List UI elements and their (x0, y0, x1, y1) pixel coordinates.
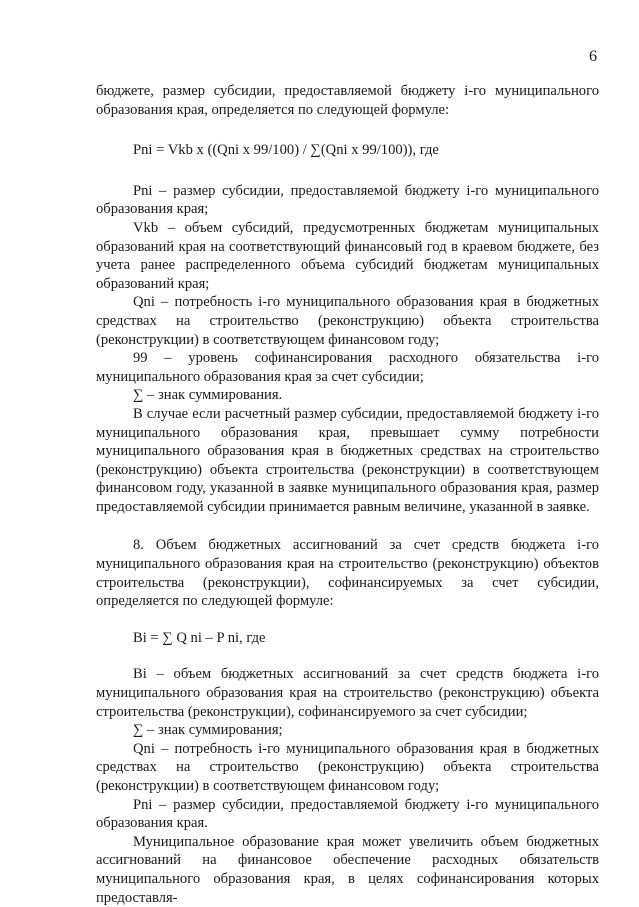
paragraph-intro: бюджете, размер субсидии, предоставляемой бюджету i-го муниципального образования края, определяется по следующей формуле: (96, 83, 599, 118)
definition-qni-2: Qni – потребность i-го муниципального образования края в бюджетных средствах на строительство (реконструкцию) объекта строительства (реконструкции) в соответствующем финансовом году; (96, 740, 599, 794)
page-number: 6 (589, 48, 597, 65)
section-8-heading: 8. Объем бюджетных ассигнований за счет средств бюджета i-го муниципального образования края на строительство (реконструкцию) объектов строительства (реконструкции), софинансируемых за счет субсидии, определяется по следующей формуле: (96, 537, 599, 610)
definition-sum: ∑ – знак суммирования. (133, 387, 283, 404)
paragraph-excess-case: В случае если расчетный размер субсидии, предоставляемой бюджету i-го муниципального образования края, превышает сумму потребности муниципального образования края в бюджетных средствах на строительство (реконструкцию) объекта строительства (реконструкции) в соответствующем финансовом году, указанной в заявке муниципального образования края, размер предоставляемой субсидии принимается равным величине, указанной в заявке. (96, 405, 599, 515)
formula-subsidy: Pni = Vkb x ((Qni x 99/100) / ∑(Qni x 99/100)), где (133, 142, 439, 159)
document-body (96, 82, 599, 907)
definition-sum-2: ∑ – знак суммирования; (133, 722, 283, 739)
definition-vkb: Vkb – объем субсидий, предусмотренных бюджетам муниципальных образований края на соответствующий финансовый год в краевом бюджете, без учета ранее распределенного объема субсидий бюджетам муниципальных образований края; (96, 219, 599, 292)
definition-pni-2: Pni – размер субсидии, предоставляемой бюджету i-го муниципального образования края. (96, 796, 599, 832)
definition-99: 99 – уровень софинансирования расходного обязательства i-го муниципального образования края за счет субсидии; (96, 350, 599, 385)
paragraph-increase: Муниципальное образование края может увеличить объем бюджетных ассигнований на финансовое обеспечение расходных обязательств муниципального образования края, в целях софинансирования которых предоставля- (96, 833, 599, 906)
formula-appropriations: Bi = ∑ Q ni – P ni, где (133, 629, 266, 646)
definition-qni: Qni – потребность i-го муниципального образования края в бюджетных средствах на строительство (реконструкцию) объекта строительства (реконструкции) в соответствующем финансовом году; (96, 294, 599, 348)
definition-pni: Pni – размер субсидии, предоставляемой бюджету i-го муниципального образования края; (96, 182, 599, 218)
definition-bi: Bi – объем бюджетных ассигнований за счет средств бюджета i-го муниципального образования края на строительство (реконструкцию) объекта строительства (реконструкции), софинансируемого за счет субсидии; (96, 666, 599, 720)
